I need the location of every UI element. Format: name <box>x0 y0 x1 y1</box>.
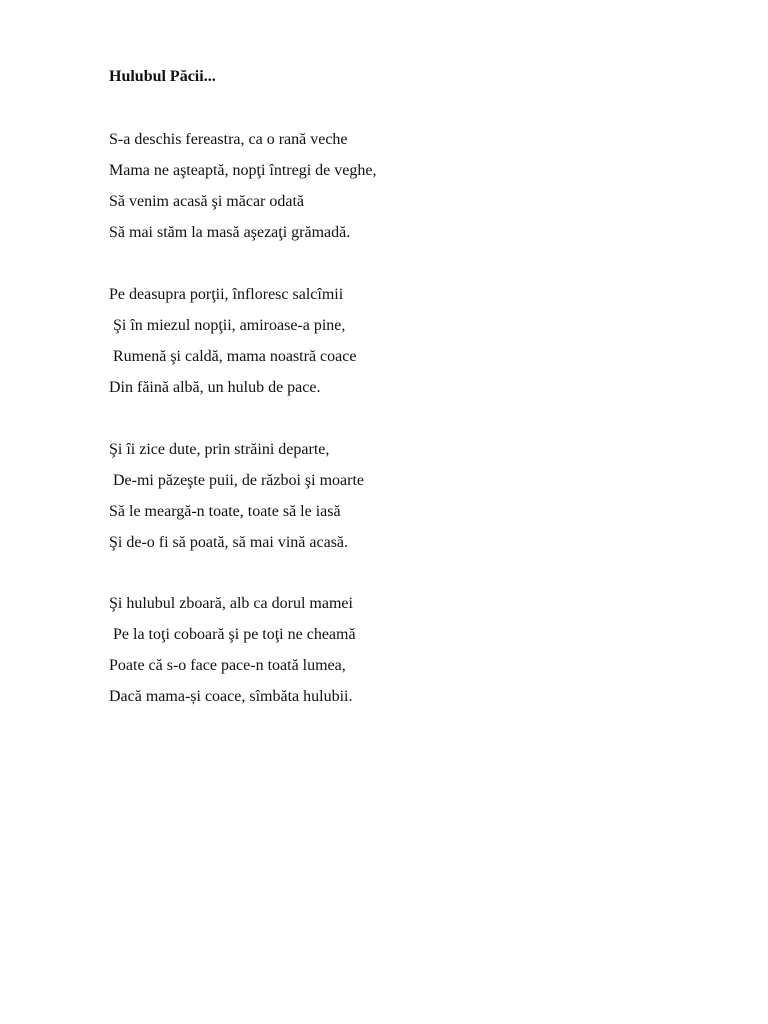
poem-line: Şi în miezul nopţii, amiroase-a pine, <box>109 317 346 334</box>
poem-title: Hulubul Păcii... <box>109 68 216 85</box>
poem-line: Pe la toţi coboară şi pe toţi ne cheamă <box>109 626 356 643</box>
poem-line: Să mai stăm la masă aşezaţi grămadă. <box>109 224 351 241</box>
poem-line: De-mi păzeşte puii, de război şi moarte <box>109 472 365 489</box>
poem-line: Să le meargă-n toate, toate să le iasă <box>109 503 341 520</box>
poem-line: Rumenă şi caldă, mama noastră coace <box>109 348 357 365</box>
poem-line: Poate că s-o face pace-n toată lumea, <box>109 657 346 674</box>
poem-line: Şi de-o fi să poată, să mai vină acasă. <box>109 534 349 551</box>
poem-line: Dacă mama-și coace, sîmbăta hulubii. <box>109 688 353 705</box>
poem-line: Din făină albă, un hulub de pace. <box>109 379 321 396</box>
poem-line: S-a deschis fereastra, ca o rană veche <box>109 131 348 148</box>
poem-line: Pe deasupra porţii, înfloresc salcîmii <box>109 286 344 303</box>
poem-line: Mama ne aşteaptă, nopţi întregi de veghe, <box>109 162 377 179</box>
poem-line: Să venim acasă şi măcar odată <box>109 193 305 210</box>
poem-line: Şi hulubul zboară, alb ca dorul mamei <box>109 595 353 612</box>
poem-line: Şi îi zice dute, prin străini departe, <box>109 441 330 458</box>
